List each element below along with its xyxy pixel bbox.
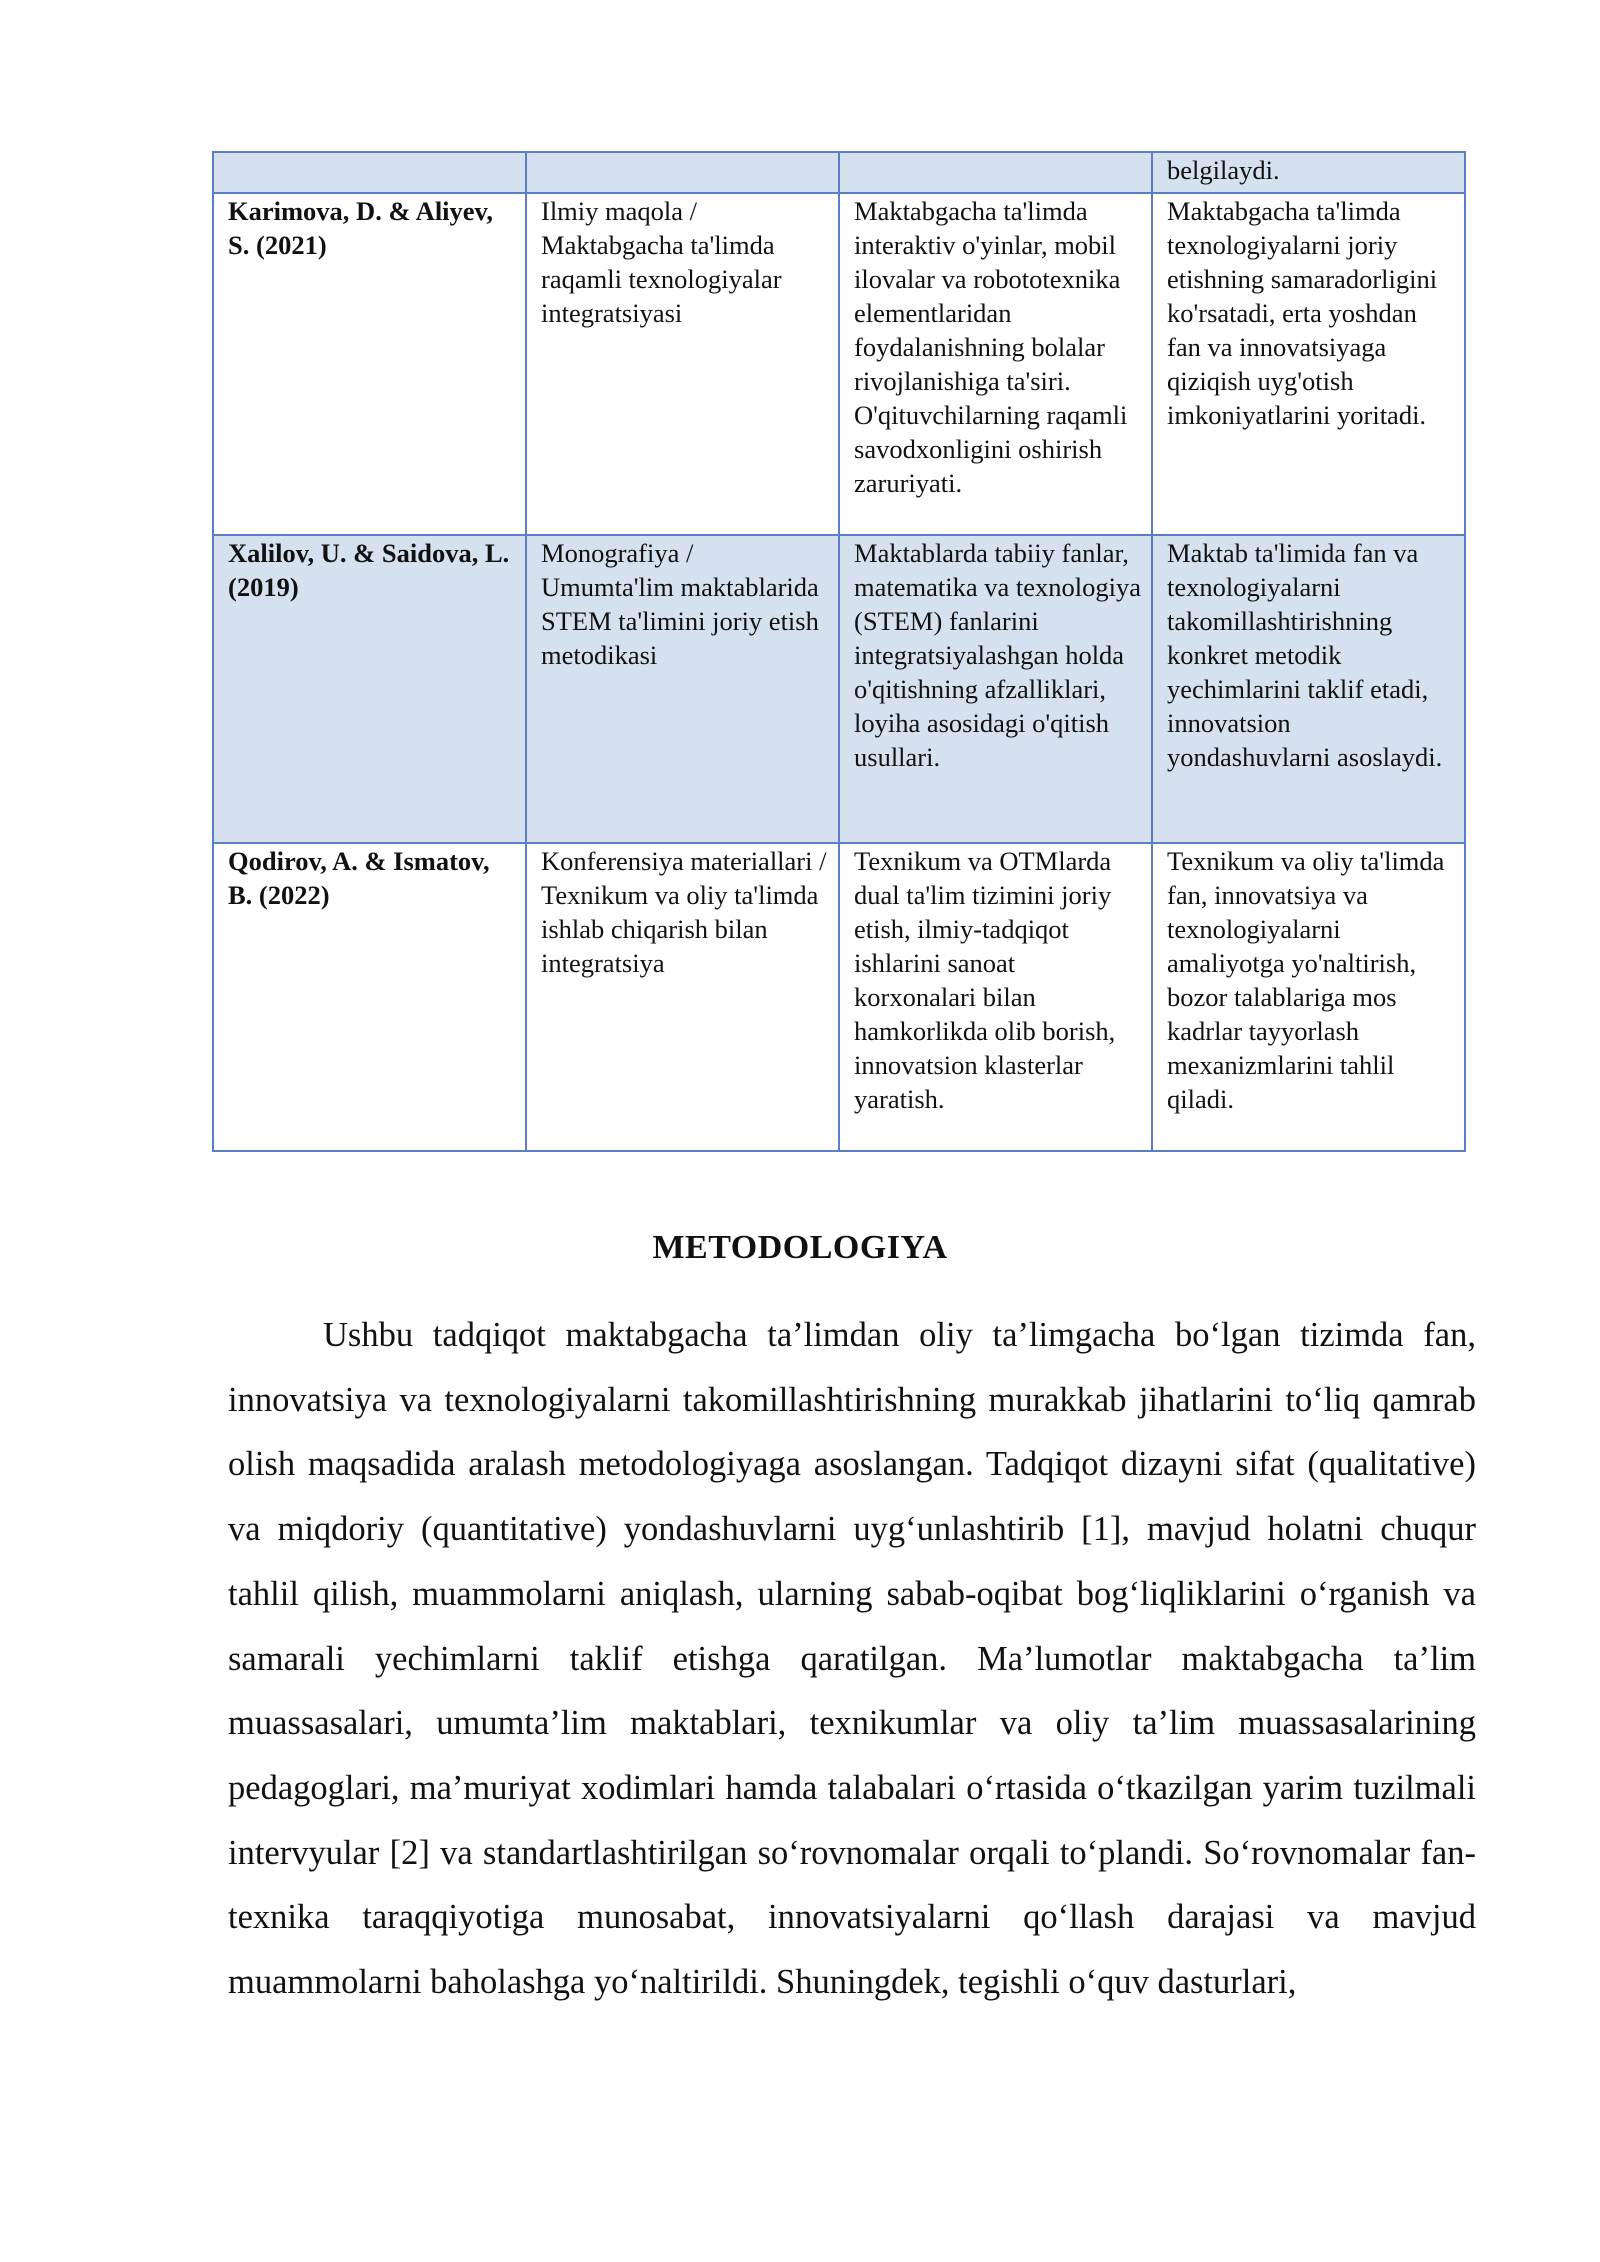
cell-text: Maktablarda tabiiy fanlar, matematika va texnologiya (STEM) fanlarini integratsiyalashgan holda o'qitishning afzalliklari, loyiha asosidagi o'qitish usullari.: [854, 538, 1141, 772]
author-cell: [213, 843, 526, 1151]
conclusion-cell: [1152, 152, 1465, 193]
conclusion-cell: [1152, 843, 1465, 1151]
cell-text: Ilmiy maqola / Maktabgacha ta'limda raqamli texnologiyalar integratsiyasi: [541, 196, 782, 328]
conclusion-cell: [1152, 193, 1465, 535]
methodology-paragraph: Ushbu tadqiqot maktabgacha ta’limdan oliy ta’limgacha bo‘lgan tizimda fan, innovatsiya va texnologiyalarni takomillashtirishning murakkab jihatlarini to‘liq qamrab olish maqsadida aralash metodologiyaga asoslangan. Tadqiqot dizayni sifat (qualitative) va miqdoriy (quantitative) yondashuvlarni uyg‘unlashtirib [1], mavjud holatni chuqur tahlil qilish, muammolarni aniqlash, ularning sabab-oqibat bog‘liqliklarini o‘rganish va samarali yechimlarni taklif etishga qaratilgan. Ma’lumotlar maktabgacha ta’lim muassasalari, umumta’lim maktablari, texnikumlar va oliy ta’lim muassasalarining pedagoglari, ma’muriyat xodimlari hamda talabalari o‘rtasida o‘tkazilgan yarim tuzilmali intervyular [2] va standartlashtirilgan so‘rovnomalar orqali to‘plandi. So‘rovnomalar fan-texnika taraqqiyotiga munosabat, innovatsiyalarni qo‘llash darajasi va mavjud muammolarni baholashga yo‘naltirildi. Shuningdek, tegishli o‘quv dasturlari,: [228, 1316, 1476, 2002]
conclusion-cell: [1152, 535, 1465, 843]
table-row: [213, 193, 1465, 535]
content-cell: [839, 193, 1152, 535]
author-cell: [213, 193, 526, 535]
source-cell: [526, 535, 839, 843]
source-cell: [526, 152, 839, 193]
cell-text: Konferensiya materiallari / Texnikum va oliy ta'limda ishlab chiqarish bilan integratsiya: [541, 846, 827, 978]
cell-text: Maktab ta'limida fan va texnologiyalarni takomillashtirishning konkret metodik yechimlarini taklif etadi, innovatsion yondashuvlarni asoslaydi.: [1167, 538, 1443, 772]
source-cell: [526, 193, 839, 535]
author-cell: [213, 535, 526, 843]
cell-text: Maktabgacha ta'limda texnologiyalarni joriy etishning samaradorligini ko'rsatadi, erta yoshdan fan va innovatsiyaga qiziqish uyg'otish imkoniyatlarini yoritadi.: [1167, 196, 1438, 430]
table-row: [213, 535, 1465, 843]
cell-text: Karimova, D. & Aliyev, S. (2021): [228, 196, 493, 260]
content-cell: [839, 843, 1152, 1151]
table-row: [213, 152, 1465, 193]
cell-text: belgilaydi.: [1167, 155, 1280, 185]
cell-text: Xalilov, U. & Saidova, L. (2019): [228, 538, 510, 602]
cell-text: Qodirov, A. & Ismatov, B. (2022): [228, 846, 490, 910]
author-cell: [213, 152, 526, 193]
table-row: [213, 843, 1465, 1151]
cell-text: Maktabgacha ta'limda interaktiv o'yinlar, mobil ilovalar va robototexnika elementlaridan foydalanishning bolalar rivojlanishiga ta'siri. O'qituvchilarning raqamli savodxonligini oshirish zaruriyati.: [854, 196, 1128, 498]
literature-review-table: [212, 151, 1466, 1152]
cell-text: Texnikum va OTMlarda dual ta'lim tizimini joriy etish, ilmiy-tadqiqot ishlarini sanoat korxonalari bilan hamkorlikda olib borish, innovatsion klasterlar yaratish.: [854, 846, 1116, 1114]
cell-text: Texnikum va oliy ta'limda fan, innovatsiya va texnologiyalarni amaliyotga yo'naltirish, bozor talablariga mos kadrlar tayyorlash mexanizmlarini tahlil qiladi.: [1167, 846, 1445, 1114]
cell-text: Monografiya / Umumta'lim maktablarida STEM ta'limini joriy etish metodikasi: [541, 538, 819, 670]
section-heading: METODOLOGIYA: [652, 1229, 948, 1266]
content-cell: [839, 535, 1152, 843]
content-cell: [839, 152, 1152, 193]
source-cell: [526, 843, 839, 1151]
